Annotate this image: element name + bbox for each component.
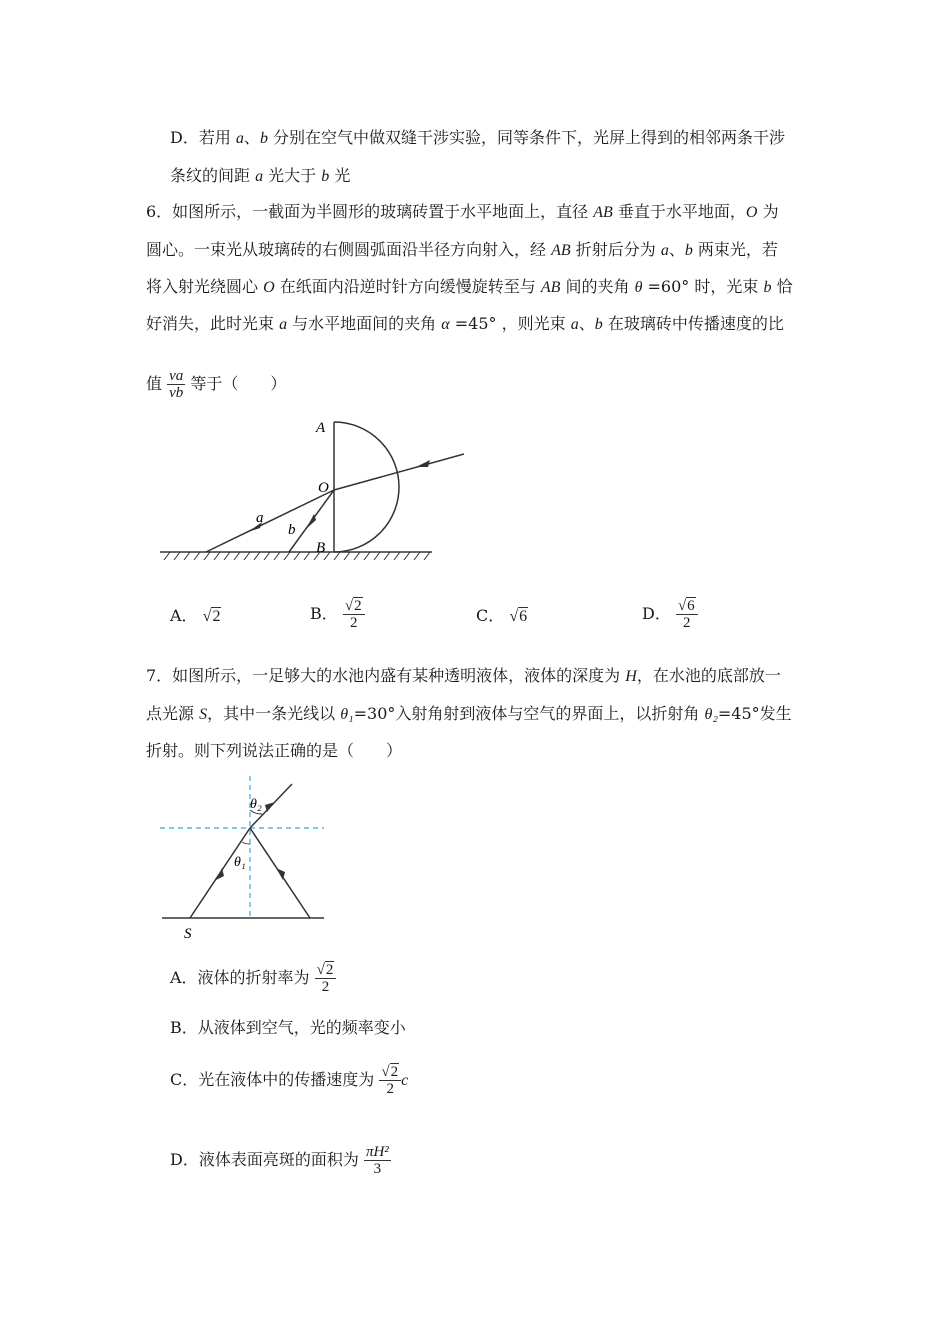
label-ray-a: a — [256, 510, 264, 526]
label-o-point: O — [318, 480, 329, 496]
q7-stem-line3: 折射。则下列说法正确的是（ ） — [146, 741, 403, 760]
velocity-ratio-fraction: $\frac{va}{vb}$ — [169, 368, 184, 401]
q6-option-d[interactable]: D． $\frac{√6}{2}$ — [642, 596, 698, 632]
q7-figure — [150, 772, 340, 944]
label-theta1: θ₁ — [234, 855, 246, 870]
q7-option-a[interactable]: A．液体的折射率为 $\frac{√2}{2}$ — [170, 958, 336, 998]
label-ray-b: b — [288, 522, 296, 538]
q6-stem-line3: 将入射光绕圆心 O 在纸面内沿逆时针方向缓慢旋转至与 AB 间的夹角 θ =60° 时，光束 b 恰 — [146, 277, 793, 296]
q6-stem-line5: 值 $\frac{va}{vb}$ 等于（ ） — [146, 368, 287, 401]
q7-option-d[interactable]: D．液体表面亮斑的面积为 $\frac{\text{πH²}}{3}$ — [170, 1144, 389, 1177]
q6-stem-line1: 6．如图所示，一截面为半圆形的玻璃砖置于水平地面上，直径 AB 垂直于水平地面，O 为 — [146, 202, 779, 221]
q6-figure — [150, 412, 480, 572]
q6-option-c[interactable]: C． √6 — [476, 606, 528, 625]
q5-option-d-line1: D．若用 a、b 分别在空气中做双缝干涉实验，同等条件下，光屏上得到的相邻两条干涉 — [170, 128, 786, 147]
label-theta2: θ₂ — [250, 797, 262, 812]
label-source-s: S — [184, 926, 192, 942]
q7-stem-line1: 7．如图所示，一足够大的水池内盛有某种透明液体，液体的深度为 H，在水池的底部放一 — [146, 666, 781, 685]
label-b-point: B — [316, 540, 326, 556]
q6-option-a[interactable]: A． √2 — [170, 606, 221, 625]
q6-stem-line2: 圆心。一束光从玻璃砖的右侧圆弧面沿半径方向射入，经 AB 折射后分为 a、b 两束光，若 — [146, 240, 778, 259]
incident-arrow — [416, 460, 430, 467]
q5-option-d-line2: 条纹的间距 a 光大于 b 光 — [170, 166, 351, 185]
theta1-arc — [242, 842, 250, 844]
q6-stem-line4: 好消失，此时光束 a 与水平地面间的夹角 α =45° ，则光束 a、b 在玻璃砖中传播速度的比 — [146, 314, 784, 333]
q7-option-b[interactable]: B．从液体到空气，光的频率变小 — [170, 1018, 406, 1037]
ground-hatching — [160, 552, 432, 560]
q7-stem-line2: 点光源 S，其中一条光线以 θ₁=30°入射角射到液体与空气的界面上，以折射角 θ₂=45°发生 — [146, 704, 792, 723]
q6-option-b[interactable]: B． $\frac{√2}{2}$ — [310, 596, 365, 632]
ray-b-arrow — [306, 514, 316, 529]
q7-option-c[interactable]: C．光在液体中的传播速度为 $\frac{√2}{2}$ c — [170, 1064, 409, 1097]
label-a-point: A — [316, 420, 326, 436]
